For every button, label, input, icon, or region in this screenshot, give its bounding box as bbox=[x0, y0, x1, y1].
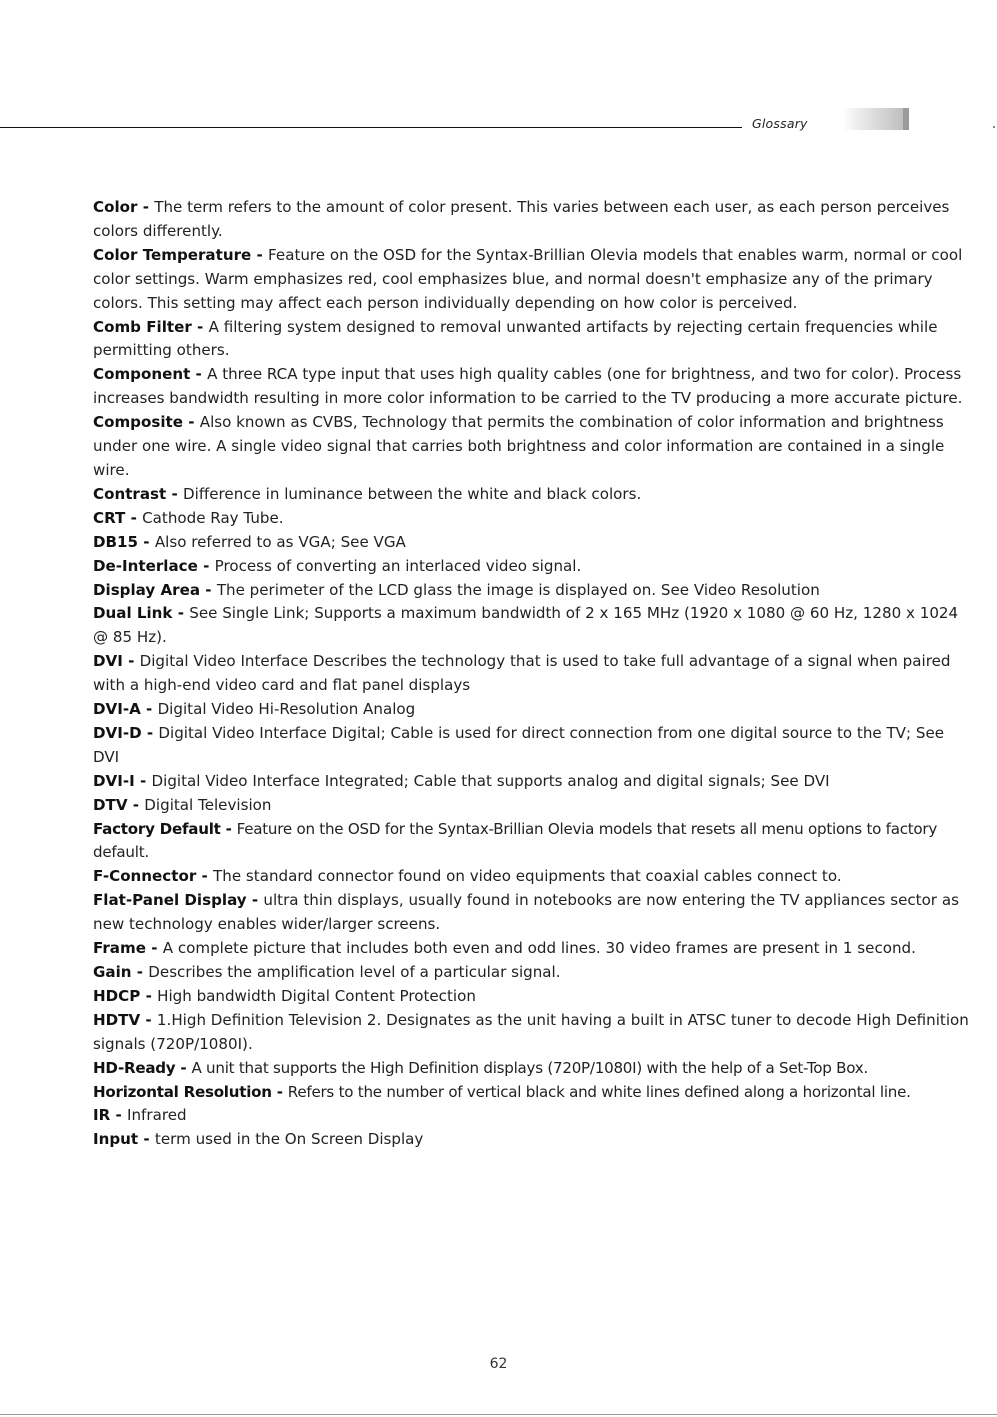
page-number: 62 bbox=[489, 1356, 508, 1372]
bottom-rule bbox=[0, 1414, 997, 1415]
glossary-definition: Also known as CVBS, Technology that permits the combination of color information and brightness under one wire. A single video signal that carries both brightness and color information are contained in a single wire. bbox=[93, 413, 945, 479]
term-separator: - bbox=[140, 1010, 157, 1029]
glossary-term: Gain bbox=[93, 963, 132, 981]
glossary-definition: Digital Video Interface Digital; Cable is used for direct connection from one digital source to the TV; See DVI bbox=[93, 723, 945, 766]
glossary-term: Composite bbox=[93, 413, 183, 432]
glossary-term: HDCP bbox=[93, 986, 141, 1005]
glossary-term: Comb Filter bbox=[93, 317, 192, 336]
glossary-entry bbox=[93, 1081, 973, 1105]
glossary-definition: Digital Video Hi-Resolution Analog bbox=[157, 700, 416, 719]
term-separator: - bbox=[172, 604, 190, 623]
glossary-entry bbox=[93, 889, 973, 937]
glossary-entry bbox=[93, 1128, 973, 1152]
glossary-entry bbox=[93, 363, 973, 411]
term-separator: - bbox=[246, 891, 264, 910]
glossary-term: Color Temperature bbox=[93, 245, 252, 264]
term-separator: - bbox=[166, 484, 184, 503]
term-separator: - bbox=[127, 795, 145, 814]
glossary-term: Flat-Panel Display bbox=[93, 891, 247, 910]
glossary-definition: Difference in luminance between the white and black colors. bbox=[183, 484, 642, 503]
glossary-term: HD-Ready bbox=[93, 1058, 176, 1077]
glossary-definition: Cathode Ray Tube. bbox=[142, 508, 284, 527]
glossary-term: Color bbox=[93, 198, 138, 216]
term-separator: - bbox=[182, 413, 200, 432]
glossary-term: Horizontal Resolution bbox=[93, 1082, 272, 1101]
term-separator: - bbox=[110, 1106, 128, 1125]
glossary-entry bbox=[93, 961, 973, 985]
glossary-term: DB15 bbox=[93, 532, 139, 551]
glossary-definition: The standard connector found on video equipments that coaxial cables connect to. bbox=[213, 867, 842, 886]
glossary-term: HDTV bbox=[93, 1010, 141, 1029]
glossary-entry bbox=[93, 985, 973, 1009]
term-separator: - bbox=[196, 867, 214, 886]
term-separator: - bbox=[125, 508, 143, 527]
term-separator: - bbox=[251, 245, 269, 264]
term-separator: - bbox=[138, 1130, 155, 1149]
glossary-entry bbox=[93, 483, 973, 507]
glossary-definition: The term refers to the amount of color present. This varies between each user, as each person perceives colors differently. bbox=[93, 198, 950, 240]
glossary-definition: A unit that supports the High Definition displays (720P/1080I) with the help of a Set-Top Box. bbox=[191, 1058, 868, 1077]
term-separator: - bbox=[271, 1082, 288, 1101]
term-separator: - bbox=[141, 723, 159, 742]
glossary-entry bbox=[93, 722, 973, 770]
glossary-entry bbox=[93, 196, 973, 244]
term-separator: - bbox=[140, 700, 158, 719]
glossary-definition: Digital Television bbox=[144, 795, 272, 814]
term-separator: - bbox=[122, 652, 140, 671]
glossary-entry bbox=[93, 602, 973, 650]
glossary-definition: A three RCA type input that uses high quality cables (one for brightness, and two for color). Process increases bandwidth resulting in more color information to be carried to the TV producing a more accurate picture. bbox=[93, 365, 963, 408]
glossary-definition: Feature on the OSD for the Syntax-Brillian Olevia models that resets all menu options to factory default. bbox=[93, 819, 938, 862]
glossary-definition: A complete picture that includes both even and odd lines. 30 video frames are present in 1 second. bbox=[162, 939, 916, 958]
glossary-term: DVI-A bbox=[93, 700, 141, 719]
glossary-definition: Digital Video Interface Integrated; Cable that supports analog and digital signals; See DVI bbox=[151, 771, 830, 790]
term-separator: - bbox=[191, 317, 209, 336]
glossary-entry bbox=[93, 698, 973, 722]
glossary-definition: Refers to the number of vertical black and white lines defined along a horizontal line. bbox=[287, 1082, 911, 1101]
glossary-definition: Also referred to as VGA; See VGA bbox=[154, 532, 406, 551]
glossary-definition: term used in the On Screen Display bbox=[154, 1130, 424, 1149]
glossary-term: DVI-I bbox=[93, 771, 135, 790]
glossary-definition: Describes the amplification level of a particular signal. bbox=[148, 963, 561, 981]
glossary-entry bbox=[93, 770, 973, 794]
glossary-term: IR bbox=[93, 1106, 111, 1125]
glossary-term: DVI bbox=[93, 652, 123, 671]
term-separator: - bbox=[140, 986, 158, 1005]
term-separator: - bbox=[131, 963, 149, 981]
header-rule bbox=[0, 127, 742, 128]
glossary-term: CRT bbox=[93, 508, 126, 527]
glossary-entry bbox=[93, 1057, 973, 1081]
header-tab-decoration bbox=[843, 108, 909, 130]
glossary-entry bbox=[93, 1009, 973, 1057]
glossary-definition: Process of converting an interlaced video signal. bbox=[214, 556, 582, 575]
glossary-definition: Digital Video Interface Describes the technology that is used to take full advantage of a signal when paired with a high-end video card and flat panel displays bbox=[93, 652, 951, 695]
glossary-term: F-Connector bbox=[93, 867, 197, 886]
glossary-entry bbox=[93, 1104, 973, 1128]
term-separator: - bbox=[220, 819, 237, 838]
glossary-entry bbox=[93, 794, 973, 818]
glossary-term: De-Interlace bbox=[93, 556, 198, 575]
term-separator: - bbox=[134, 771, 152, 790]
glossary-definition: High bandwidth Digital Content Protection bbox=[157, 986, 476, 1005]
glossary-term: Factory Default bbox=[93, 819, 221, 838]
glossary-entry bbox=[93, 316, 973, 364]
section-title: Glossary bbox=[752, 116, 808, 131]
glossary-term: Dual Link bbox=[93, 604, 173, 623]
glossary-term: Component bbox=[93, 365, 191, 384]
term-separator: - bbox=[190, 365, 208, 384]
term-separator: - bbox=[137, 198, 155, 216]
glossary-term: Input bbox=[93, 1130, 139, 1149]
glossary-entry bbox=[93, 579, 973, 603]
glossary-definition: The perimeter of the LCD glass the image is displayed on. See Video Resolution bbox=[216, 580, 820, 599]
term-separator: - bbox=[175, 1058, 192, 1077]
term-separator: - bbox=[197, 556, 215, 575]
glossary-term: Frame bbox=[93, 939, 146, 958]
term-separator: - bbox=[138, 532, 155, 551]
glossary-list bbox=[93, 196, 973, 1152]
glossary-definition: 1.High Definition Television 2. Designates as the unit having a built in ATSC tuner to decode High Definition signals (720P/1080I). bbox=[93, 1010, 969, 1053]
glossary-definition: Infrared bbox=[127, 1106, 187, 1125]
term-separator: - bbox=[145, 939, 163, 958]
glossary-term: Display Area bbox=[93, 580, 201, 599]
glossary-entry bbox=[93, 244, 973, 316]
glossary-definition: Feature on the OSD for the Syntax-Brillian Olevia models that enables warm, normal or cool color settings. Warm emphasizes red, cool emphasizes blue, and normal doesn't emphasize any of the primary colors. This setting may affect each person individually depending on how color is perceived. bbox=[93, 245, 963, 312]
glossary-term: DTV bbox=[93, 795, 128, 814]
glossary-entry bbox=[93, 531, 973, 555]
glossary-entry bbox=[93, 507, 973, 531]
edge-mark bbox=[993, 126, 995, 128]
glossary-entry bbox=[93, 411, 973, 483]
glossary-definition: See Single Link; Supports a maximum bandwidth of 2 x 165 MHz (1920 x 1080 @ 60 Hz, 1280 x 1024 @ 85 Hz). bbox=[93, 604, 959, 647]
glossary-term: Contrast bbox=[93, 484, 167, 503]
glossary-entry bbox=[93, 937, 973, 961]
term-separator: - bbox=[200, 580, 217, 599]
glossary-definition: ultra thin displays, usually found in notebooks are now entering the TV appliances sector as new technology enables wider/larger screens. bbox=[93, 891, 959, 934]
glossary-definition: A filtering system designed to removal unwanted artifacts by rejecting certain frequencies while permitting others. bbox=[93, 317, 938, 360]
glossary-term: DVI-D bbox=[93, 723, 142, 742]
glossary-entry bbox=[93, 555, 973, 579]
glossary-entry bbox=[93, 865, 973, 889]
glossary-entry bbox=[93, 650, 973, 698]
glossary-entry bbox=[93, 818, 973, 866]
